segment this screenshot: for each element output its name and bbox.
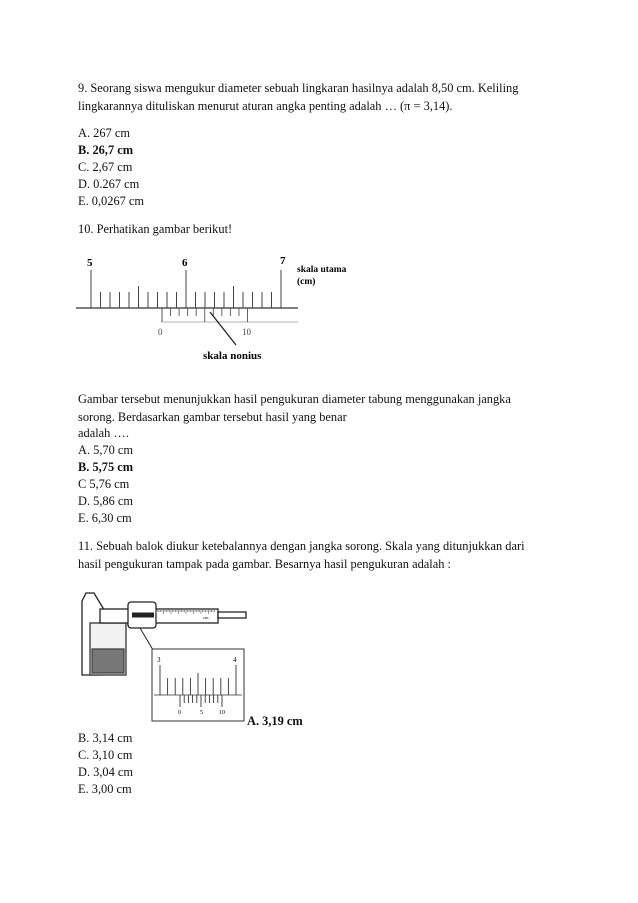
main-tick-label-6: 6 [182,257,188,269]
q9-option-b: B. 26,7 cm [78,143,134,157]
main-tick-label-7: 7 [280,255,286,267]
q9-text-line-1: 9. Seorang siswa mengukur diameter sebuah lingkaran hasilnya adalah 8,50 cm. Keliling [78,81,519,95]
nonius-scale [158,308,298,362]
q11-option-b: B. 3,14 cm [78,731,133,745]
q9-option-d: D. 0.267 cm [78,177,140,191]
q10-option-b: B. 5,75 cm [78,460,134,474]
q10-vernier-figure [76,250,376,368]
q10-text-line-1: 10. Perhatikan gambar berikut! [78,222,233,236]
q9-option-e: E. 0,0267 cm [78,194,145,208]
q9-text-line-2: lingkarannya dituliskan menurut aturan angka penting adalah … (π = 3,14). [78,99,453,113]
main-scale [76,255,347,308]
q11-option-e: E. 3,00 cm [78,782,132,796]
q10-option-e: E. 6,30 cm [78,511,132,525]
caliper-unit-label: cm [203,615,209,620]
mag-vernier-label-5: 5 [200,710,203,716]
nonius-scale-label: skala nonius [203,350,262,362]
nonius-tick-label-10: 10 [242,327,251,337]
main-tick-label-5: 5 [87,257,93,269]
q11-caliper-figure [76,583,251,725]
q10-option-a: A. 5,70 cm [78,443,134,457]
mag-main-label-3: 3 [157,656,161,664]
mag-main-label-4: 4 [233,656,237,664]
q11-text-line-2: hasil pengukuran tampak pada gambar. Besarnya hasil pengukuran adalah : [78,557,451,571]
mag-vernier-label-0: 0 [178,710,181,716]
q11-option-a: A. 3,19 cm [247,714,303,728]
q10-option-d: D. 5,86 cm [78,494,134,508]
q10-text-line-3: sorong. Berdasarkan gambar tersebut hasil yang benar [78,410,347,424]
q11-option-d: D. 3,04 cm [78,765,134,779]
q10-option-c: C 5,76 cm [78,477,130,491]
q11-option-c: C. 3,10 cm [78,748,133,762]
main-scale-unit-label: (cm) [297,277,316,287]
q11-text-line-1: 11. Sebuah balok diukur ketebalannya dengan jangka sorong. Skala yang ditunjukkan dari [78,539,525,553]
mag-vernier-label-10: 10 [219,710,225,716]
main-scale-label: skala utama [297,265,347,275]
measured-block [92,649,124,673]
q10-text-line-2: Gambar tersebut menunjukkan hasil pengukuran diameter tabung menggunakan jangka [78,392,511,406]
pointer-arrow [210,312,236,345]
nonius-tick-label-0: 0 [158,327,163,337]
q9-option-a: A. 267 cm [78,126,130,140]
q10-text-line-4: adalah …. [78,426,129,440]
q9-option-c: C. 2,67 cm [78,160,133,174]
